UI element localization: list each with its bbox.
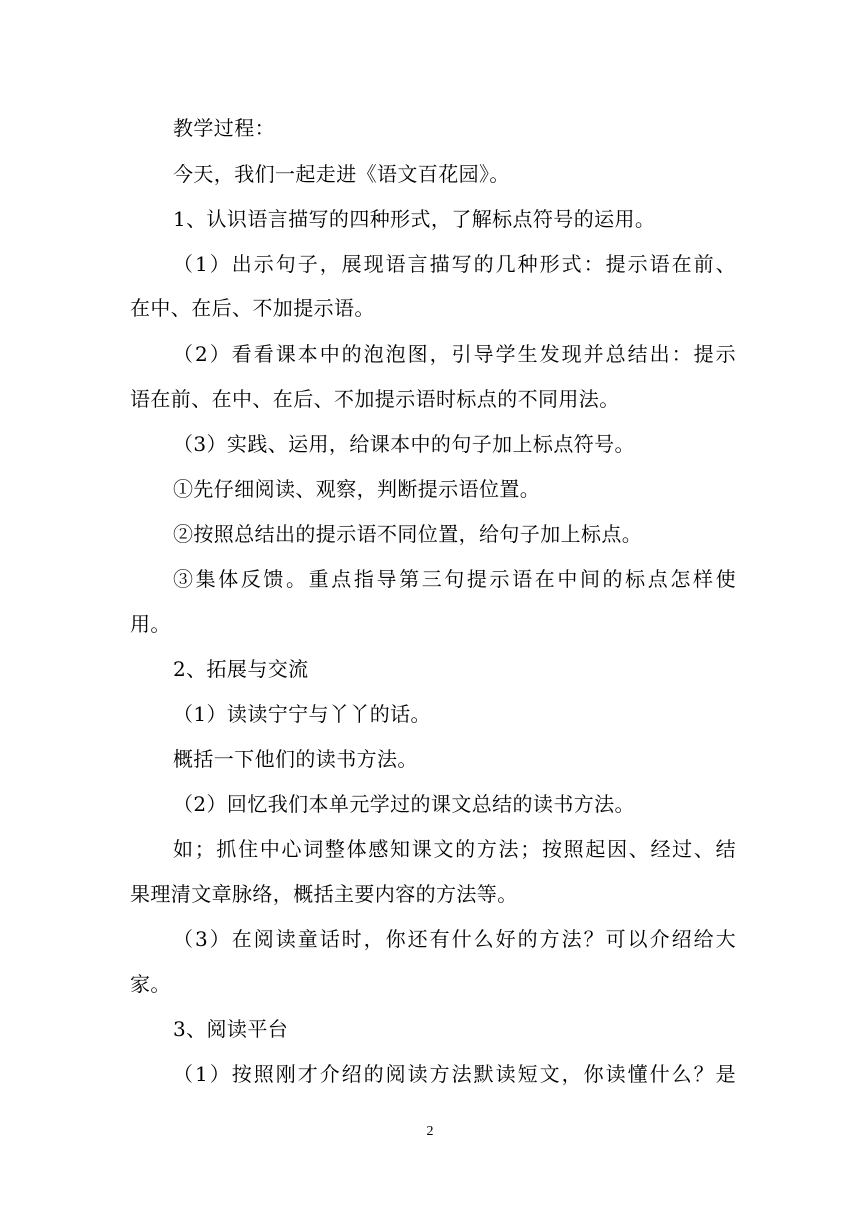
paragraph-line: （1）按照刚才介绍的阅读方法默读短文，你读懂什么？是 [173, 1062, 736, 1086]
paragraph-line: ①先仔细阅读、观察，判断提示语位置。 [173, 477, 541, 501]
section-heading-1: 1、认识语言描写的四种形式，了解标点符号的运用。 [173, 207, 656, 231]
paragraph-line: 今天，我们一起走进《语文百花园》。 [173, 162, 510, 186]
paragraph-line: 用。 [130, 612, 171, 636]
paragraph-line: （1）出示句子，展现语言描写的几种形式：提示语在前、 [173, 252, 736, 276]
paragraph-line: 语在前、在中、在后、不加提示语时标点的不同用法。 [130, 387, 620, 411]
paragraph-line: （2）看看课本中的泡泡图，引导学生发现并总结出：提示 [173, 342, 736, 366]
heading-teaching-process: 教学过程： [173, 116, 275, 140]
paragraph-line: （3）实践、运用，给课本中的句子加上标点符号。 [173, 432, 635, 456]
paragraph-line: （3）在阅读童话时，你还有什么好的方法？可以介绍给大 [173, 927, 736, 951]
paragraph-line: 概括一下他们的读书方法。 [173, 747, 418, 771]
paragraph-line: ③集体反馈。重点指导第三句提示语在中间的标点怎样使 [173, 567, 736, 591]
paragraph-line: （2）回忆我们本单元学过的课文总结的读书方法。 [173, 792, 635, 816]
paragraph-line: ②按照总结出的提示语不同位置，给句子加上标点。 [173, 522, 643, 546]
paragraph-line: 果理清文章脉络，概括主要内容的方法等。 [130, 882, 518, 906]
page-number: 2 [426, 1124, 434, 1139]
paragraph-line: （1）读读宁宁与丫丫的话。 [173, 702, 431, 726]
section-heading-3: 3、阅读平台 [173, 1017, 289, 1041]
section-heading-2: 2、拓展与交流 [173, 657, 309, 681]
paragraph-line: 在中、在后、不加提示语。 [130, 296, 375, 320]
paragraph-line: 家。 [130, 972, 171, 996]
paragraph-line: 如；抓住中心词整体感知课文的方法；按照起因、经过、结 [173, 837, 736, 861]
